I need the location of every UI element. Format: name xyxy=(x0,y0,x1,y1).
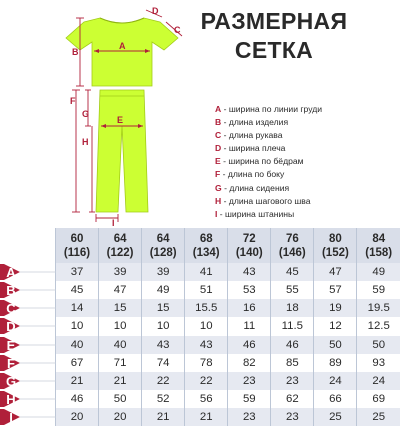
table-cell: 47 xyxy=(99,281,142,299)
table-cell: 21 xyxy=(99,372,142,390)
table-cell: 23 xyxy=(271,372,314,390)
table-cell: 43 xyxy=(142,336,185,354)
table-cell: 23 xyxy=(228,408,271,426)
legend-item-g xyxy=(215,182,322,195)
table-row-a xyxy=(56,263,400,281)
table-cell: 93 xyxy=(357,354,400,372)
size-label: 84 xyxy=(357,232,400,246)
row-key-label: A xyxy=(4,265,18,280)
row-key-f xyxy=(0,354,72,372)
table-cell: 46 xyxy=(56,390,99,408)
table-cell: 21 xyxy=(142,408,185,426)
dim-label-i: I xyxy=(112,218,115,228)
table-cell: 74 xyxy=(142,354,185,372)
table-row-f xyxy=(56,354,400,372)
size-label: 68 xyxy=(185,232,227,246)
table-cell: 45 xyxy=(56,281,99,299)
legend-item-i xyxy=(215,208,322,221)
legend-item-b xyxy=(215,116,322,129)
table-cell: 12.5 xyxy=(357,317,400,335)
legend-text: - длина изделия xyxy=(221,117,288,127)
legend-item-f xyxy=(215,168,322,181)
table-cell: 85 xyxy=(271,354,314,372)
size-table xyxy=(55,228,400,426)
row-key-g xyxy=(0,372,72,390)
legend-key: D xyxy=(215,143,221,153)
table-cell: 39 xyxy=(142,263,185,281)
table-cell: 67 xyxy=(56,354,99,372)
size-label: 80 xyxy=(314,232,356,246)
row-key-label: C xyxy=(4,301,18,316)
table-cell: 59 xyxy=(357,281,400,299)
table-cell: 40 xyxy=(56,336,99,354)
size-header-row xyxy=(56,228,400,263)
tshirt-shape xyxy=(66,18,178,86)
row-key-i xyxy=(0,408,72,426)
table-cell: 20 xyxy=(56,408,99,426)
table-cell: 21 xyxy=(56,372,99,390)
table-cell: 40 xyxy=(99,336,142,354)
measurement-legend xyxy=(215,103,322,221)
table-cell: 25 xyxy=(357,408,400,426)
table-cell: 43 xyxy=(228,263,271,281)
table-row-h xyxy=(56,390,400,408)
table-cell: 37 xyxy=(56,263,99,281)
dim-label-d: D xyxy=(152,6,159,16)
table-cell: 24 xyxy=(314,372,357,390)
dim-label-e: E xyxy=(117,115,123,125)
size-table-wrap xyxy=(55,228,400,400)
legend-text: - длина шагового шва xyxy=(221,196,310,206)
size-label: 76 xyxy=(271,232,313,246)
row-key-label: I xyxy=(4,410,18,425)
table-cell: 47 xyxy=(314,263,357,281)
legend-key: C xyxy=(215,130,221,140)
table-cell: 39 xyxy=(99,263,142,281)
legend-text: - ширина по линии груди xyxy=(221,104,322,114)
size-label: 64 xyxy=(142,232,184,246)
height-label: (116) xyxy=(56,246,98,260)
size-column-header xyxy=(314,228,357,263)
size-table-body xyxy=(56,263,400,426)
size-label: 72 xyxy=(228,232,270,246)
table-cell: 22 xyxy=(185,372,228,390)
table-cell: 49 xyxy=(357,263,400,281)
table-cell: 66 xyxy=(314,390,357,408)
table-cell: 56 xyxy=(185,390,228,408)
size-column-header xyxy=(357,228,400,263)
legend-key: F xyxy=(215,169,220,179)
table-cell: 15 xyxy=(99,299,142,317)
row-key-label: D xyxy=(4,319,18,334)
table-cell: 41 xyxy=(185,263,228,281)
table-cell: 20 xyxy=(99,408,142,426)
legend-text: - длина сидения xyxy=(222,183,289,193)
legend-item-a xyxy=(215,103,322,116)
table-cell: 50 xyxy=(99,390,142,408)
dim-label-b: B xyxy=(72,47,79,57)
table-cell: 16 xyxy=(228,299,271,317)
legend-text: - ширина штанины xyxy=(217,209,294,219)
table-cell: 62 xyxy=(271,390,314,408)
table-row-c xyxy=(56,299,400,317)
size-column-header xyxy=(271,228,314,263)
legend-key: B xyxy=(215,117,221,127)
height-label: (140) xyxy=(228,246,270,260)
size-label: 60 xyxy=(56,232,98,246)
legend-item-d xyxy=(215,142,322,155)
size-column-header xyxy=(99,228,142,263)
row-key-label: E xyxy=(4,338,18,353)
row-key-label: B xyxy=(4,283,18,298)
table-cell: 19.5 xyxy=(357,299,400,317)
table-row-g xyxy=(56,372,400,390)
size-column-header xyxy=(56,228,99,263)
row-key-label: H xyxy=(4,392,18,407)
table-cell: 71 xyxy=(99,354,142,372)
row-key-b xyxy=(0,281,72,299)
table-cell: 55 xyxy=(271,281,314,299)
legend-text: - ширина по бёдрам xyxy=(221,156,304,166)
table-row-d xyxy=(56,317,400,335)
table-cell: 19 xyxy=(314,299,357,317)
table-cell: 89 xyxy=(314,354,357,372)
dim-label-a: A xyxy=(119,41,126,51)
table-cell: 22 xyxy=(142,372,185,390)
dim-label-c: C xyxy=(174,25,181,35)
table-cell: 49 xyxy=(142,281,185,299)
legend-text: - ширина плеча xyxy=(221,143,285,153)
height-label: (146) xyxy=(271,246,313,260)
height-label: (152) xyxy=(314,246,356,260)
legend-key: A xyxy=(215,104,221,114)
dim-label-h: H xyxy=(82,137,89,147)
legend-item-c xyxy=(215,129,322,142)
legend-text: - длина рукава xyxy=(221,130,282,140)
row-key-a xyxy=(0,263,72,281)
height-label: (134) xyxy=(185,246,227,260)
table-cell: 78 xyxy=(185,354,228,372)
size-column-header xyxy=(228,228,271,263)
table-cell: 11 xyxy=(228,317,271,335)
dim-label-g: G xyxy=(82,109,89,119)
table-cell: 50 xyxy=(314,336,357,354)
size-column-header xyxy=(185,228,228,263)
row-key-d xyxy=(0,317,72,335)
pants-shape xyxy=(96,90,148,212)
table-cell: 50 xyxy=(357,336,400,354)
size-column-header xyxy=(142,228,185,263)
table-cell: 82 xyxy=(228,354,271,372)
table-cell: 51 xyxy=(185,281,228,299)
table-cell: 46 xyxy=(228,336,271,354)
table-cell: 10 xyxy=(56,317,99,335)
row-key-h xyxy=(0,390,72,408)
size-label: 64 xyxy=(99,232,141,246)
height-label: (128) xyxy=(142,246,184,260)
table-cell: 46 xyxy=(271,336,314,354)
table-cell: 11.5 xyxy=(271,317,314,335)
table-cell: 23 xyxy=(271,408,314,426)
row-key-column xyxy=(0,263,72,426)
table-cell: 10 xyxy=(142,317,185,335)
dim-label-f: F xyxy=(70,96,76,106)
table-cell: 15.5 xyxy=(185,299,228,317)
row-key-label: G xyxy=(4,374,18,389)
legend-text: - длина по боку xyxy=(220,169,284,179)
table-cell: 25 xyxy=(314,408,357,426)
table-cell: 12 xyxy=(314,317,357,335)
table-cell: 52 xyxy=(142,390,185,408)
table-cell: 14 xyxy=(56,299,99,317)
table-row-i xyxy=(56,408,400,426)
garment-diagram xyxy=(0,0,210,228)
row-key-c xyxy=(0,299,72,317)
table-cell: 21 xyxy=(185,408,228,426)
table-cell: 59 xyxy=(228,390,271,408)
table-cell: 45 xyxy=(271,263,314,281)
legend-key: I xyxy=(215,209,217,219)
table-cell: 23 xyxy=(228,372,271,390)
row-key-e xyxy=(0,336,72,354)
legend-item-h xyxy=(215,195,322,208)
height-label: (158) xyxy=(357,246,400,260)
table-cell: 69 xyxy=(357,390,400,408)
legend-key: G xyxy=(215,183,222,193)
page-title: РАЗМЕРНАЯ xyxy=(186,8,362,35)
table-cell: 10 xyxy=(185,317,228,335)
table-cell: 15 xyxy=(142,299,185,317)
table-cell: 24 xyxy=(357,372,400,390)
table-cell: 10 xyxy=(99,317,142,335)
legend-key: E xyxy=(215,156,221,166)
legend-item-e xyxy=(215,155,322,168)
table-row-e xyxy=(56,336,400,354)
table-row-b xyxy=(56,281,400,299)
table-cell: 43 xyxy=(185,336,228,354)
table-cell: 18 xyxy=(271,299,314,317)
page-subtitle: СЕТКА xyxy=(186,37,362,64)
row-key-label: F xyxy=(4,356,18,371)
height-label: (122) xyxy=(99,246,141,260)
table-cell: 53 xyxy=(228,281,271,299)
legend-key: H xyxy=(215,196,221,206)
table-cell: 57 xyxy=(314,281,357,299)
